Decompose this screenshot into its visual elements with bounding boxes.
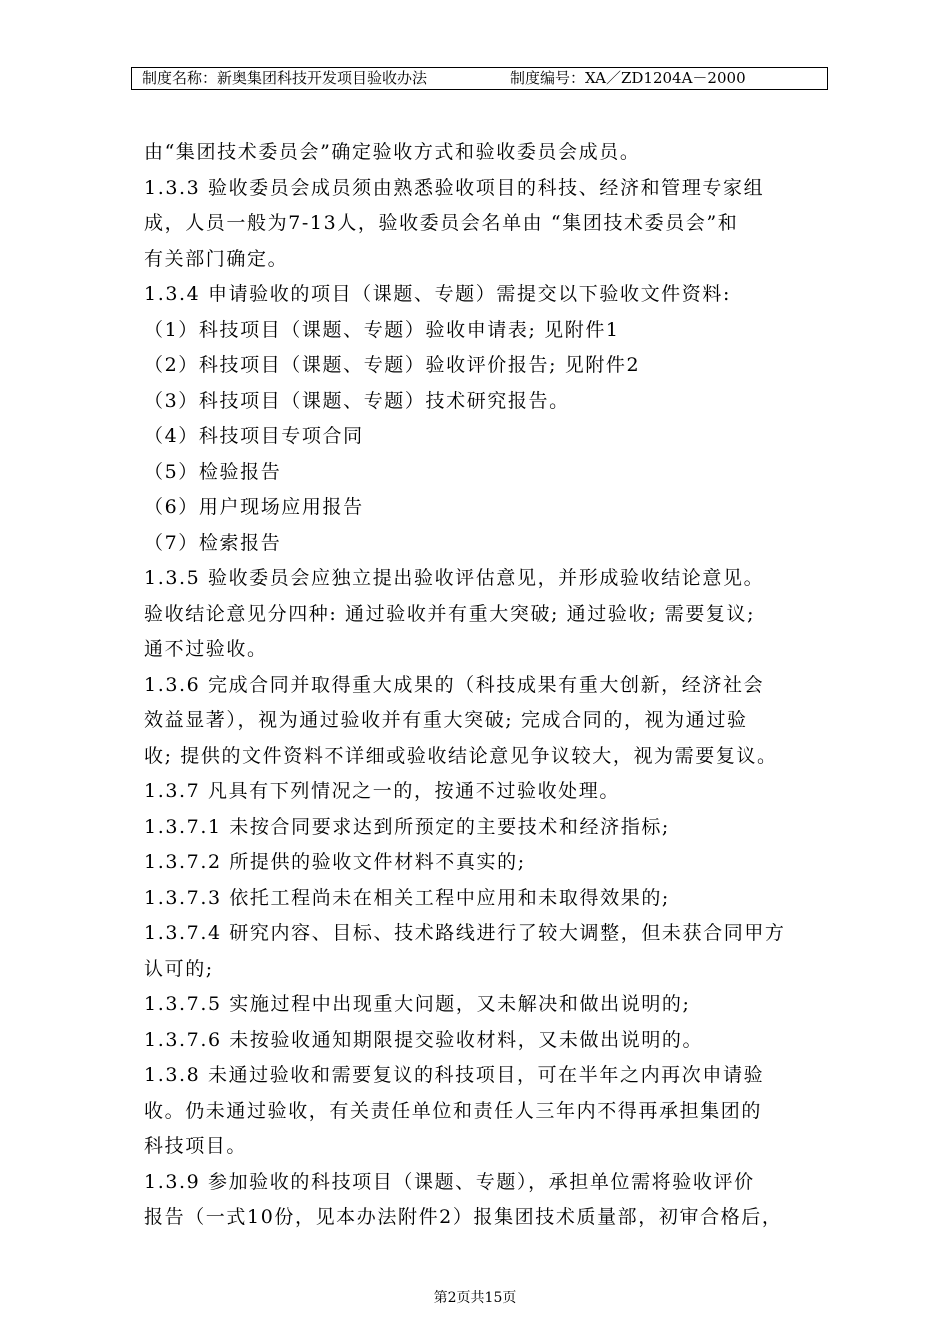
text-line: 1.3.6 完成合同并取得重大成果的（科技成果有重大创新，经济社会 xyxy=(144,673,765,696)
document-header xyxy=(131,67,828,90)
document-body xyxy=(144,135,834,1236)
text-line: （3）科技项目（课题、专题）技术研究报告。 xyxy=(144,389,570,412)
text-line: 效益显著），视为通过验收并有重大突破; 完成合同的，视为通过验 xyxy=(144,709,748,731)
text-line: （2）科技项目（课题、专题）验收评价报告; 见附件2 xyxy=(144,354,641,376)
text-line: 有关部门确定。 xyxy=(144,247,289,270)
text-line: 收; 提供的文件资料不详细或验收结论意见争议较大，视为需要复议。 xyxy=(144,744,778,767)
regulation-name: 制度名称：新奥集团科技开发项目验收办法 xyxy=(142,69,428,87)
text-line: （1）科技项目（课题、专题）验收申请表; 见附件1 xyxy=(144,318,620,341)
text-line: 科技项目。 xyxy=(144,1135,248,1157)
text-line: 1.3.5 验收委员会应独立提出验收评估意见，并形成验收结论意见。 xyxy=(144,567,765,589)
text-line: 1.3.7.4 研究内容、目标、技术路线进行了较大调整，但未获合同甲方 xyxy=(144,922,786,944)
text-line: 报告（一式10份，见本办法附件2）报集团技术质量部，初审合格后， xyxy=(144,1206,783,1228)
text-line: （4）科技项目专项合同 xyxy=(144,425,364,447)
page-number: 第2页共15页 xyxy=(433,1290,517,1306)
text-line: （5）检验报告 xyxy=(144,460,282,483)
text-line: 1.3.7.6 未按验收通知期限提交验收材料，又未做出说明的。 xyxy=(144,1028,704,1051)
text-line: 1.3.3 验收委员会成员须由熟悉验收项目的科技、经济和管理专家组 xyxy=(144,176,765,199)
text-line: 1.3.7.1 未按合同要求达到所预定的主要技术和经济指标; xyxy=(144,815,670,838)
regulation-code: 制度编号：XA／ZD1204A－2000 xyxy=(510,69,746,87)
text-line: 1.3.7.5 实施过程中出现重大问题，又未解决和做出说明的; xyxy=(144,993,691,1015)
text-line: 1.3.9 参加验收的科技项目（课题、专题），承担单位需将验收评价 xyxy=(144,1170,755,1193)
text-line: 1.3.7.2 所提供的验收文件材料不真实的; xyxy=(144,851,526,873)
text-line: 验收结论意见分四种: 通过验收并有重大突破; 通过验收; 需要复议; xyxy=(144,602,756,625)
text-line: 1.3.7 凡具有下列情况之一的，按通不过验收处理。 xyxy=(144,780,620,802)
text-line: 成，人员一般为7-13人，验收委员会名单由 “集团技术委员会”和 xyxy=(144,212,739,234)
text-line: 收。仍未通过验收，有关责任单位和责任人三年内不得再承担集团的 xyxy=(144,1099,763,1122)
text-line: 1.3.4 申请验收的项目（课题、专题）需提交以下验收文件资料: xyxy=(144,283,731,305)
text-line: （6）用户现场应用报告 xyxy=(144,496,364,518)
text-line: 认可的; xyxy=(144,957,214,980)
text-line: 1.3.8 未通过验收和需要复议的科技项目，可在半年之内再次申请验 xyxy=(144,1064,765,1086)
text-line: 由“集团技术委员会”确定验收方式和验收委员会成员。 xyxy=(144,141,641,163)
text-line: （7）检索报告 xyxy=(144,531,282,554)
text-line: 通不过验收。 xyxy=(144,638,268,660)
text-line: 1.3.7.3 依托工程尚未在相关工程中应用和未取得效果的; xyxy=(144,886,670,909)
